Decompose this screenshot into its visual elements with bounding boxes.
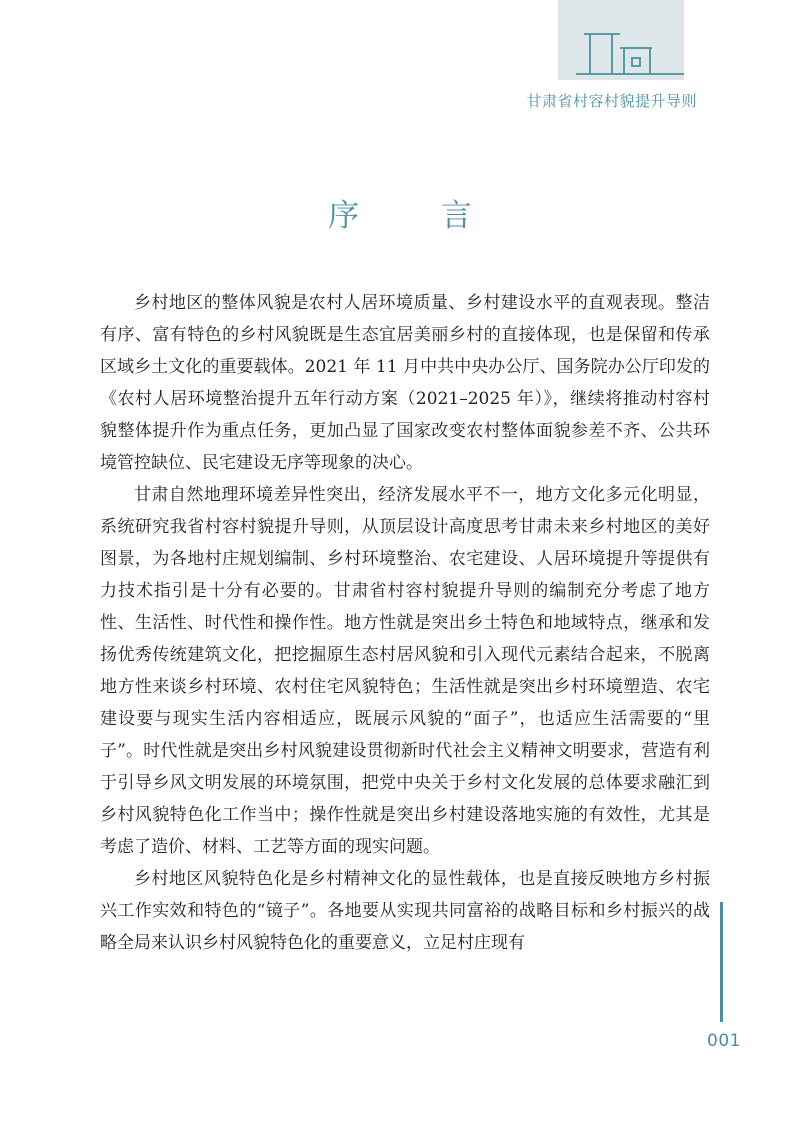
paragraph-1: 乡村地区的整体风貌是农村人居环境质量、乡村建设水平的直观表现。整洁有序、富有特色的乡村风貌既是生态宜居美丽乡村的直接体现，也是保留和传承区域乡土文化的重要载体。2021 年 11 月中共中央办公厅、国务院办公厅印发的《农村人居环境整治提升五年行动方案（2021–2025 年）》，继续将推动村容村貌整体提升作为重点任务，更加凸显了国家改变农村整体面貌参差不齐、公共环境管控缺位、民宅建设无序等现象的决心。 [100, 293, 710, 473]
preface-body [100, 287, 710, 959]
paragraph-3: 乡村地区风貌特色化是乡村精神文化的显性载体，也是直接反映地方乡村振兴工作实效和特色的“镜子”。各地要从实现共同富裕的战略目标和乡村振兴的战略全局来认识乡村风貌特色化的重要意义，立足村庄现有 [100, 869, 710, 953]
book-title: 甘肃省村容村貌提升导则 [526, 92, 697, 110]
village-gate-icon [574, 28, 686, 82]
page-side-bar [720, 902, 723, 1022]
page-title: 序 言 [328, 198, 508, 234]
page-number: 001 [707, 1031, 741, 1051]
paragraph-2: 甘肃自然地理环境差异性突出，经济发展水平不一，地方文化多元化明显，系统研究我省村容村貌提升导则，从顶层设计高度思考甘肃未来乡村地区的美好图景，为各地村庄规划编制、乡村环境整治、农宅建设、人居环境提升等提供有力技术指引是十分有必要的。甘肃省村容村貌提升导则的编制充分考虑了地方性、生活性、时代性和操作性。地方性就是突出乡土特色和地域特点，继承和发扬优秀传统建筑文化，把挖掘原生态村居风貌和引入现代元素结合起来，不脱离地方性来谈乡村环境、农村住宅风貌特色；生活性就是突出乡村环境塑造、农宅建设要与现实生活内容相适应，既展示风貌的“面子”，也适应生活需要的“里子”。时代性就是突出乡村风貌建设贯彻新时代社会主义精神文明要求，营造有利于引导乡风文明发展的环境氛围，把党中央关于乡村文化发展的总体要求融汇到乡村风貌特色化工作当中；操作性就是突出乡村建设落地实施的有效性，尤其是考虑了造价、材料、工艺等方面的现实问题。 [100, 485, 710, 857]
